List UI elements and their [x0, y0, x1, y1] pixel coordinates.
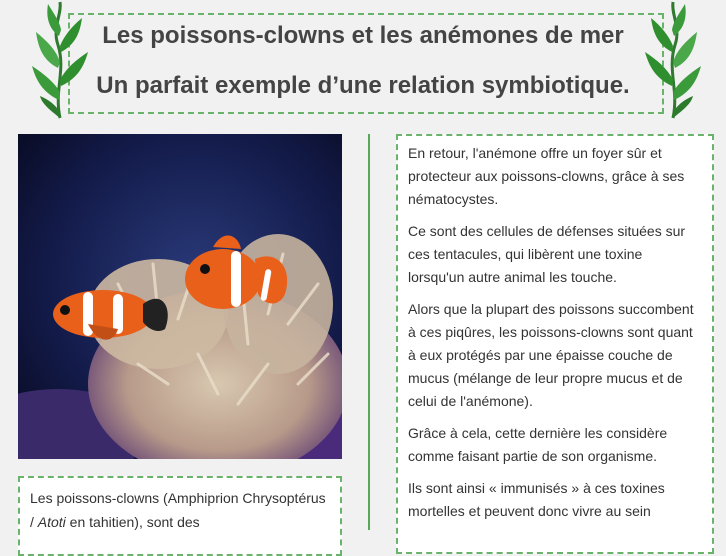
- caption-italic: Atoti: [37, 514, 66, 530]
- clownfish-anemone-photo: [18, 134, 342, 459]
- seaweed-left-icon: [30, 0, 90, 120]
- page-title: Les poissons-clowns et les anémones de mer: [102, 22, 624, 49]
- page-subtitle: Un parfait exemple d’une relation symbiotique.: [96, 72, 630, 99]
- column-divider: [368, 134, 370, 530]
- article-paragraph-3: Alors que la plupart des poissons succombent à ces piqûres, les poissons-clowns sont quant à eux protégés par une épaisse couche de mucus (mélange de leur propre mucus et de celui de l'anémone).: [408, 301, 694, 409]
- article-text-box: [396, 134, 714, 554]
- caption-text-before: Les poissons-clowns (Amphiprion Chrysoptérus /: [30, 490, 326, 530]
- article-paragraph-1: En retour, l'anémone offre un foyer sûr et protecteur aux poissons-clowns, grâce à ses nématocystes.: [408, 145, 685, 207]
- article-paragraph-4: Grâce à cela, cette dernière les considère comme faisant partie de son organisme.: [408, 425, 668, 464]
- caption-box: [18, 476, 342, 556]
- seaweed-right-icon: [643, 0, 703, 120]
- article-paragraph-2: Ce sont des cellules de défenses situées sur ces tentacules, qui libèrent une toxine lorsqu'un autre animal les touche.: [408, 223, 686, 285]
- caption-text-after: en tahitien), sont des: [65, 514, 200, 530]
- article-paragraph-5: Ils sont ainsi « immunisés » à ces toxines mortelles et peuvent donc vivre au sein: [408, 480, 665, 519]
